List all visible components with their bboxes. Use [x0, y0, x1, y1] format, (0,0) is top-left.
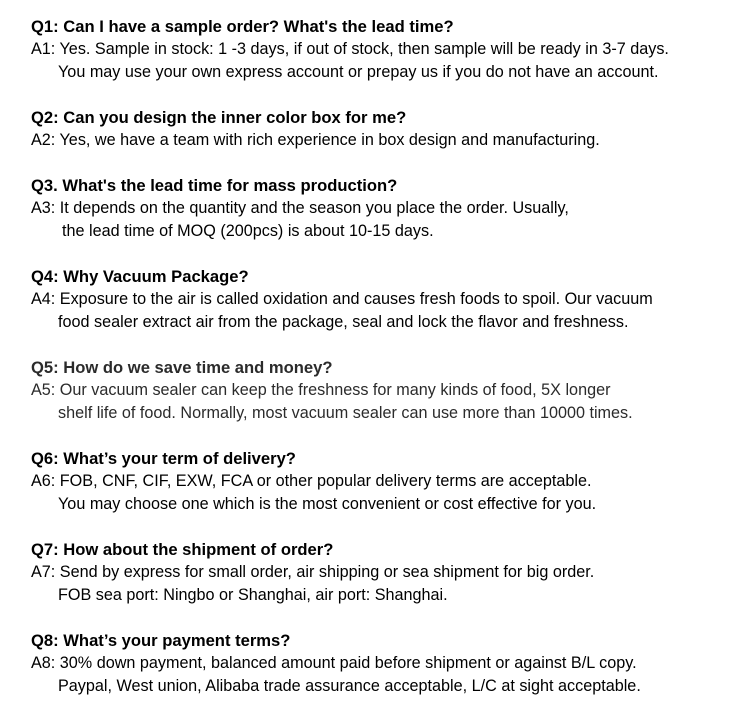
answer-2 [31, 129, 743, 152]
answer-5-line-1: A5: Our vacuum sealer can keep the freshness for many kinds of food, 5X longer [31, 381, 611, 399]
answer-6-line-2: You may choose one which is the most convenient or cost effective for you. [58, 495, 597, 513]
faq-item-4 [31, 265, 743, 334]
question-8: Q8: What’s your payment terms? [31, 631, 291, 650]
faq-item-8 [31, 629, 743, 698]
faq-item-5 [31, 356, 743, 425]
question-3: Q3. What's the lead time for mass production? [31, 176, 398, 195]
answer-8-line-2: Paypal, West union, Alibaba trade assurance acceptable, L/C at sight acceptable. [58, 677, 641, 695]
answer-5 [31, 379, 743, 425]
answer-6-line-1: A6: FOB, CNF, CIF, EXW, FCA or other popular delivery terms are acceptable. [31, 472, 592, 490]
faq-list [31, 15, 743, 720]
answer-4-line-1: A4: Exposure to the air is called oxidation and causes fresh foods to spoil. Our vacuum [31, 290, 653, 308]
answer-2-line-1: A2: Yes, we have a team with rich experience in box design and manufacturing. [31, 131, 600, 149]
question-1: Q1: Can I have a sample order? What's the lead time? [31, 17, 454, 36]
faq-item-7 [31, 538, 743, 607]
question-6: Q6: What’s your term of delivery? [31, 449, 296, 468]
answer-5-line-2: shelf life of food. Normally, most vacuum sealer can use more than 10000 times. [58, 404, 633, 422]
answer-8-line-1: A8: 30% down payment, balanced amount paid before shipment or against B/L copy. [31, 654, 637, 672]
answer-7-line-1: A7: Send by express for small order, air shipping or sea shipment for big order. [31, 563, 595, 581]
answer-3-line-1: A3: It depends on the quantity and the season you place the order. Usually, [31, 199, 569, 217]
answer-7-line-2: FOB sea port: Ningbo or Shanghai, air port: Shanghai. [58, 586, 448, 604]
answer-7 [31, 561, 743, 607]
answer-4 [31, 288, 743, 334]
answer-4-line-2: food sealer extract air from the package, seal and lock the flavor and freshness. [58, 313, 629, 331]
answer-1 [31, 38, 743, 84]
answer-1-line-2: You may use your own express account or prepay us if you do not have an account. [58, 63, 659, 81]
answer-1-line-1: A1: Yes. Sample in stock: 1 -3 days, if out of stock, then sample will be ready in 3-7 days. [31, 40, 669, 58]
answer-6 [31, 470, 743, 516]
question-5: Q5: How do we save time and money? [31, 358, 333, 377]
faq-item-2 [31, 106, 743, 152]
question-4: Q4: Why Vacuum Package? [31, 267, 249, 286]
faq-item-6 [31, 447, 743, 516]
answer-3-line-2: the lead time of MOQ (200pcs) is about 10-15 days. [62, 222, 434, 240]
answer-3 [31, 197, 743, 243]
faq-item-1 [31, 15, 743, 84]
question-2: Q2: Can you design the inner color box for me? [31, 108, 407, 127]
faq-item-3 [31, 174, 743, 243]
answer-8 [31, 652, 743, 698]
question-7: Q7: How about the shipment of order? [31, 540, 334, 559]
